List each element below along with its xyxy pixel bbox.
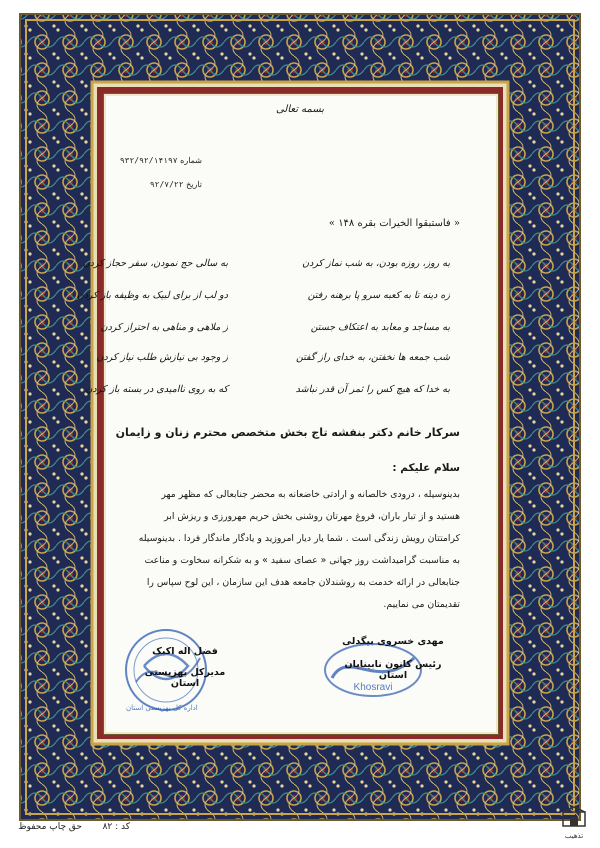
poem-line: شب جمعه ها نخفتن، به خدای راز گفتن [295,352,450,363]
poem-line: که به روی ناامیدی در بسته باز کردن [85,384,228,395]
poem-line: ز ملاهی و مناهی به احتراز کردن [100,322,228,333]
number-value: ۹۳۲/۹۲/۱۴۱۹۷ [119,156,178,165]
signature-right [338,636,448,681]
publisher-icon [561,806,587,828]
signer-title: مدیرکل بهزیستی استان [144,667,226,689]
poem-line: زه دینه تا به کعبه سرو پا برهنه رفتن [307,290,450,301]
body-text-line: به مناسبت گرامیداشت روز جهانی « عصای سفید » و به شکرانه سخاوت و مناعت [144,555,460,566]
date-label: تاریخ [186,180,202,189]
addressee: سرکار خانم دکتر بنفشه تاج بخش متخصص محترم زنان و زایمان [115,426,460,439]
poem-line: به روز، روزه بودن، به شب نماز کردن [302,258,450,269]
publisher-logo [554,806,594,840]
poem-line: به خدا که هیچ کس را ثمر آن قدر نباشد [295,384,450,395]
poem-line: ز وجود بی نیازش طلب نیاز کردن [96,352,228,363]
poem-line: به مساجد و معابد به اعتکاف جستن [310,322,450,333]
body-text-line: کرامتتان رویش زندگی است . شما یار دیار امروزید و یادگار ماندگار فردا . بدینوسیله [138,533,460,544]
poem-line: به سالی حج نمودن، سفر حجاز کردن [82,258,228,269]
body-text-line: بدینوسیله ، درودی خالصانه و ارادتی خاضعانه به محضر جنابعالی که مظهر مهر [161,489,460,500]
signer-title: رئیس کانون نابینایان استان [344,659,442,681]
date-field [150,180,202,189]
date-value: ۹۲/۷/۲۲ [149,180,184,189]
quran-quote: « فاستبقوا الخیرات بقره ۱۴۸ » [328,218,460,229]
body-text-line: تقدیمتان می نماییم. [383,599,460,610]
number-field [120,156,202,165]
signature-left [130,646,240,689]
body-text-line: هستید و از تبار باران، فروغ مهرتان روشنی بخش حریم مهرورزی و ریزش ابر [164,511,460,522]
publisher-label: تذهیب [564,832,584,840]
number-label: شماره [180,156,202,165]
signer-name: مهدی خسروی بیگدلی [342,636,444,647]
greeting: سلام علیکم : [392,462,460,474]
stamp-text: Khosravi [353,682,393,693]
poem-line: دو لب از برای لبیک به وظیفه باز کردن [76,290,228,301]
footer-rights: حق چاپ محفوظ [18,822,82,832]
basmala: بسمه تعالی [275,104,325,115]
stamp-text: اداره کل بهزیستی استان [126,704,198,712]
footer-code: کد : ۸۲ [102,822,130,832]
signer-name: فضل اله اکبک [152,646,218,657]
body-text-line: جنابعالی در ارائه خدمت به روشندلان جامعه هدف این سازمان ، این لوح سپاس را [146,577,460,588]
